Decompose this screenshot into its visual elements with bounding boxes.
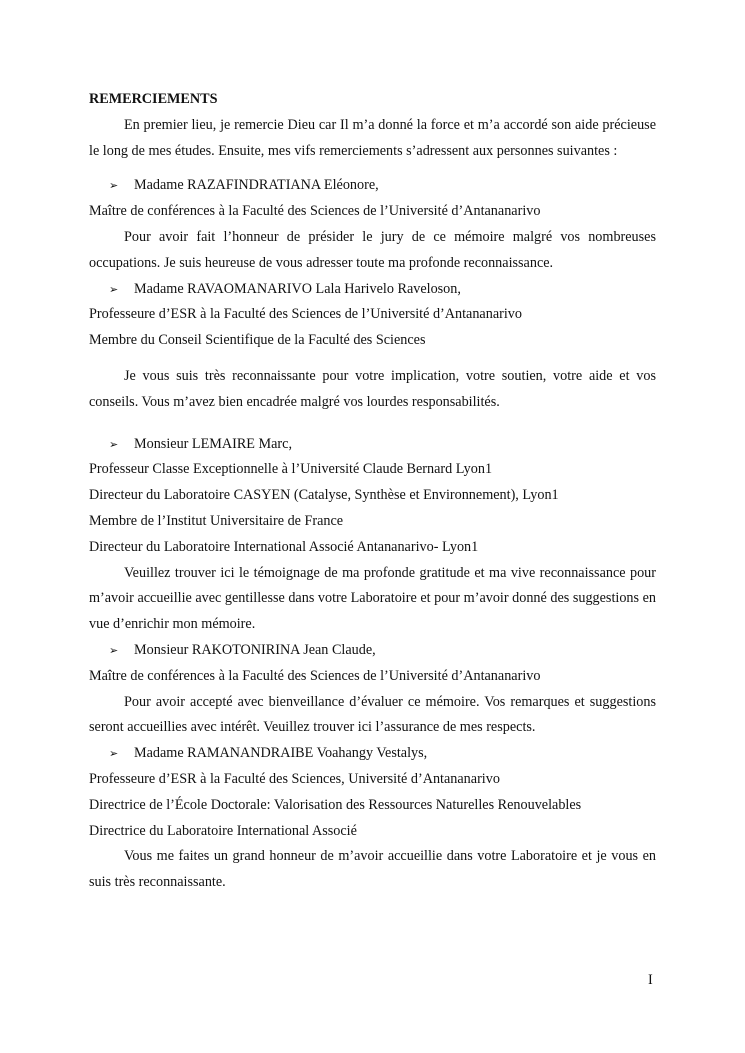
person-role: Directeur du Laboratoire CASYEN (Catalyse, Synthèse et Environnement), Lyon1 <box>89 487 559 504</box>
person-role: Maître de conférences à la Faculté des Sciences de l’Université d’Antananarivo <box>89 203 541 220</box>
arrow-bullet-icon: ➢ <box>109 179 119 193</box>
person-role: Professeure d’ESR à la Faculté des Sciences de l’Université d’Antananarivo <box>89 306 522 323</box>
person-name: ➢ Madame RAVAOMANARIVO Lala Harivelo Raveloson, <box>89 277 656 303</box>
person-message: Pour avoir fait l’honneur de présider le jury de ce mémoire malgré vos nombreuses occupations. Je suis heureuse de vous adresser toute ma profonde reconnaissance. <box>89 228 656 271</box>
acknowledgements-section <box>89 87 656 896</box>
person-name: ➢ Monsieur RAKOTONIRINA Jean Claude, <box>89 638 656 664</box>
page-number: I <box>648 972 653 988</box>
intro-paragraph: En premier lieu, je remercie Dieu car Il m’a donné la force et m’a accordé son aide précieuse le long de mes études. Ensuite, mes vifs remerciements s’adressent aux personnes suivantes : <box>89 116 656 159</box>
person-name: ➢ Madame RAMANANDRAIBE Voahangy Vestalys, <box>89 741 656 767</box>
person-name: ➢ Madame RAZAFINDRATIANA Eléonore, <box>89 173 656 199</box>
arrow-bullet-icon: ➢ <box>109 643 119 657</box>
person-role: Maître de conférences à la Faculté des Sciences de l’Université d’Antananarivo <box>89 667 541 684</box>
person-role: Membre de l’Institut Universitaire de France <box>89 512 344 529</box>
person-name: ➢ Monsieur LEMAIRE Marc, <box>89 432 656 458</box>
arrow-bullet-icon: ➢ <box>109 437 119 451</box>
person-message: Vous me faites un grand honneur de m’avoir accueillie dans votre Laboratoire et je vous en suis très reconnaissante. <box>89 848 656 891</box>
arrow-bullet-icon: ➢ <box>109 282 119 296</box>
person-message: Je vous suis très reconnaissante pour votre implication, votre soutien, votre aide et vos conseils. Vous m’avez bien encadrée malgré vos lourdes responsabilités. <box>89 367 656 410</box>
person-role: Directrice de l’École Doctorale: Valorisation des Ressources Naturelles Renouvelables <box>89 796 582 813</box>
arrow-bullet-icon: ➢ <box>109 747 119 761</box>
section-title: REMERCIEMENTS <box>89 91 218 107</box>
person-role: Membre du Conseil Scientifique de la Faculté des Sciences <box>89 332 426 349</box>
person-role: Professeur Classe Exceptionnelle à l’Université Claude Bernard Lyon1 <box>89 461 493 478</box>
person-message: Veuillez trouver ici le témoignage de ma profonde gratitude et ma vive reconnaissance pour m’avoir accueillie avec gentillesse dans votre Laboratoire et pour m’avoir donné des suggestions en vue d’enrichir mon mémoire. <box>89 564 656 633</box>
person-role: Directrice du Laboratoire International Associé <box>89 822 357 839</box>
person-message: Pour avoir accepté avec bienveillance d’évaluer ce mémoire. Vos remarques et suggestions seront accueillies avec intérêt. Veuillez trouver ici l’assurance de mes respects. <box>89 693 656 736</box>
person-role: Professeure d’ESR à la Faculté des Sciences, Université d’Antananarivo <box>89 770 500 787</box>
person-role: Directeur du Laboratoire International Associé Antananarivo- Lyon1 <box>89 538 479 555</box>
